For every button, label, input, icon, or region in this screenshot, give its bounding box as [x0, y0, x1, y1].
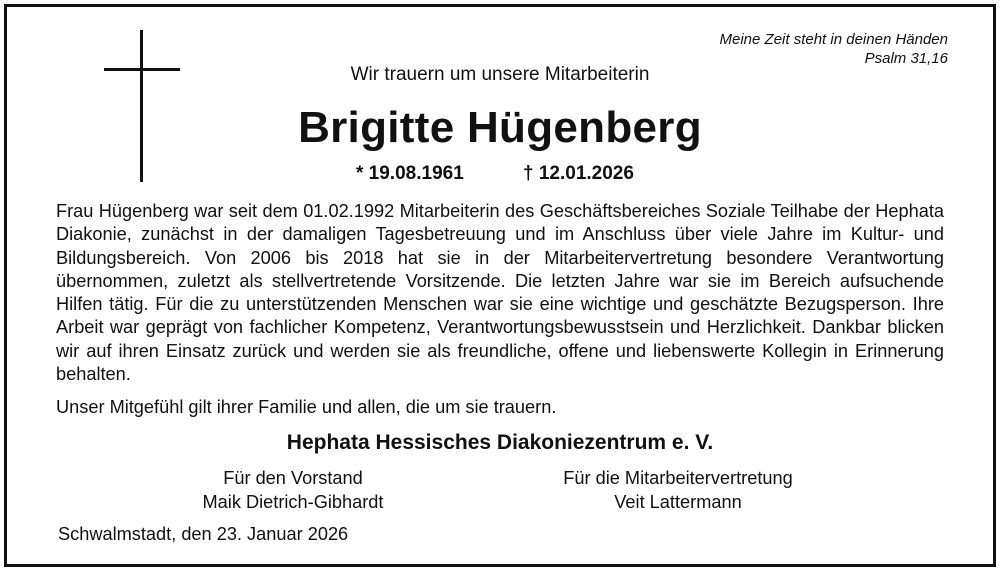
place-and-date: Schwalmstadt, den 23. Januar 2026	[58, 524, 349, 544]
signature-staff-council	[520, 466, 836, 514]
body-text: Frau Hügenberg war seit dem 01.02.1992 Mitarbeiterin des Geschäftsbereiches Soziale Teilhabe der Hephata Diakonie, zunächst in der damaligen Tagesbetreuung und im Anschluss über viele Jahre im Kultur- und Bildungsbereich. Von 2006 bis 2018 hat sie in der Mitarbeitervertretung besondere Verantwortung übernommen, zuletzt als stellvertretende Vorsitzende. Die letzten Jahre war sie im Bereich aufsuchende Hilfen tätig. Für die zu unterstützenden Menschen war sie eine wichtige und geschätzte Bezugsperson. Ihre Arbeit war geprägt von fachlicher Kompetenz, Verantwortungsbewusstsein und Herzlichkeit. Dankbar blicken wir auf ihren Einsatz zurück und werden sie als freundliche, offene und liebenswerte Kollegin in Erinnerung behalten.	[56, 201, 944, 385]
birth-date: * 19.08.1961	[356, 163, 464, 184]
deceased-name: Brigitte Hügenberg	[298, 103, 702, 152]
quote-reference: Psalm 31,16	[864, 50, 948, 67]
signature-board	[150, 466, 436, 514]
organization-name: Hephata Hessisches Diakoniezentrum e. V.	[286, 431, 714, 454]
bible-quote	[720, 30, 948, 68]
death-date: † 12.01.2026	[523, 163, 634, 184]
signature-person: Maik Dietrich-Gibhardt	[202, 492, 384, 512]
intro-line: Wir trauern um unsere Mitarbeiterin	[350, 64, 650, 85]
condolence-line: Unser Mitgefühl gilt ihrer Familie und allen, die um sie trauern.	[56, 397, 557, 417]
signature-role: Für den Vorstand	[223, 468, 363, 488]
signature-person: Veit Lattermann	[614, 492, 742, 512]
quote-text: Meine Zeit steht in deinen Händen	[719, 31, 948, 48]
signature-role: Für die Mitarbeitervertretung	[563, 468, 793, 488]
